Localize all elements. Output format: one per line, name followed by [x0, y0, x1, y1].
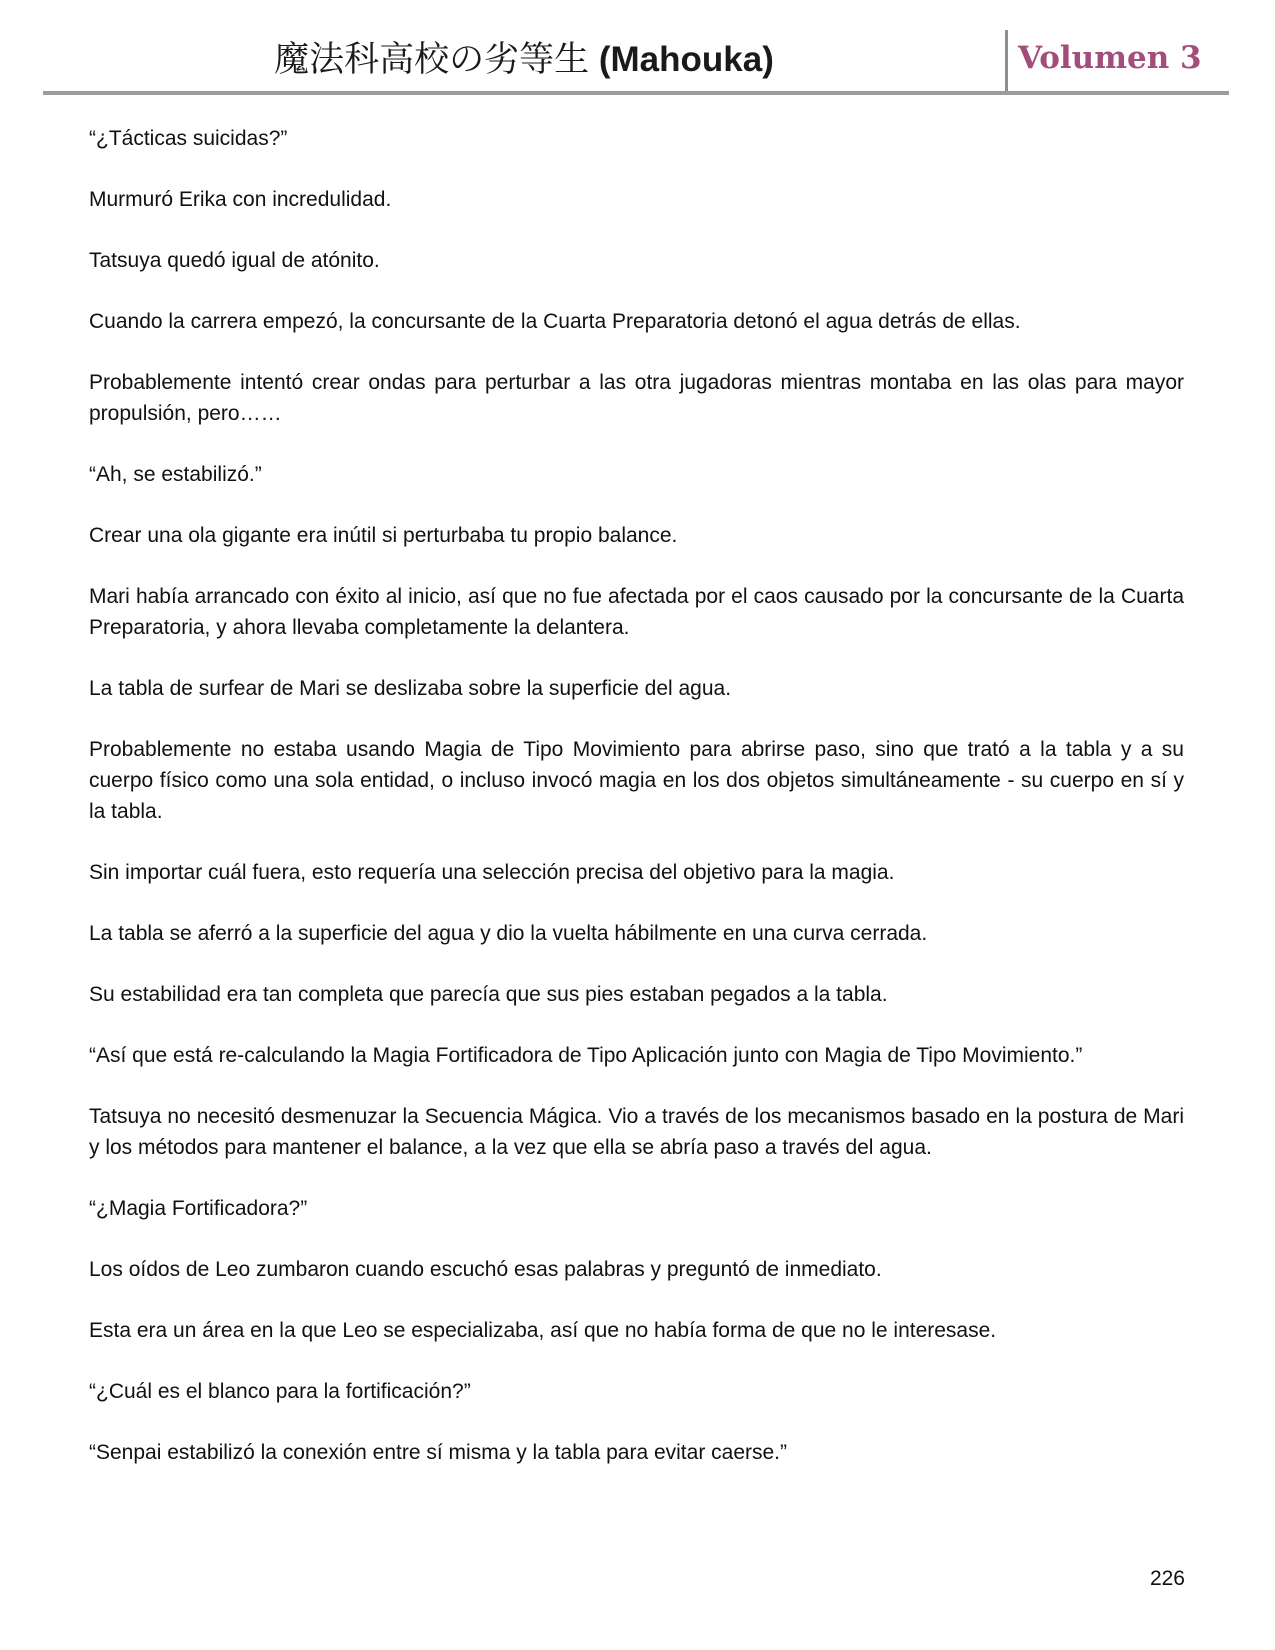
paragraph: Probablemente no estaba usando Magia de Tipo Movimiento para abrirse paso, sino que trató a la tabla y a su cuerpo físico como una sola entidad, o incluso invocó magia en los dos objetos simultáneamente - su cuerpo en sí y la tabla.: [89, 738, 1184, 823]
page-body: [89, 123, 1184, 1498]
paragraph: Mari había arrancado con éxito al inicio, así que no fue afectada por el caos causado por la concursante de la Cuarta Preparatoria, y ahora llevaba completamente la delantera.: [89, 585, 1184, 639]
header-divider: [1005, 30, 1008, 94]
book-title: [43, 36, 1005, 84]
page-number: 226: [1149, 1567, 1185, 1590]
paragraph: Tatsuya quedó igual de atónito.: [89, 249, 380, 272]
paragraph: “Senpai estabilizó la conexión entre sí misma y la tabla para evitar caerse.”: [89, 1441, 788, 1464]
paragraph: La tabla de surfear de Mari se deslizaba sobre la superficie del agua.: [89, 677, 732, 700]
header-rule: [43, 91, 1229, 95]
paragraph: Su estabilidad era tan completa que parecía que sus pies estaban pegados a la tabla.: [89, 983, 888, 1006]
paragraph: Murmuró Erika con incredulidad.: [89, 188, 392, 211]
paragraph: Probablemente intentó crear ondas para perturbar a las otra jugadoras mientras montaba en las olas para mayor propulsión, pero……: [89, 371, 1184, 425]
paragraph: La tabla se aferró a la superficie del agua y dio la vuelta hábilmente en una curva cerrada.: [89, 922, 928, 945]
paragraph: “Ah, se estabilizó.”: [89, 463, 262, 486]
paragraph: “¿Tácticas suicidas?”: [89, 127, 288, 150]
paragraph: “¿Cuál es el blanco para la fortificación?”: [89, 1380, 471, 1403]
paragraph: “¿Magia Fortificadora?”: [89, 1197, 308, 1220]
page-header: [43, 28, 1229, 94]
paragraph: Sin importar cuál fuera, esto requería una selección precisa del objetivo para la magia.: [89, 861, 895, 884]
book-title-japanese: 魔法科高校の劣等生: [274, 40, 590, 79]
volume-label: Volumen 3: [1018, 40, 1202, 76]
book-title-latin: (Mahouka): [598, 40, 774, 79]
paragraph: Crear una ola gigante era inútil si perturbaba tu propio balance.: [89, 524, 678, 547]
paragraph: Los oídos de Leo zumbaron cuando escuchó esas palabras y preguntó de inmediato.: [89, 1258, 882, 1281]
paragraph: Esta era un área en la que Leo se especializaba, así que no había forma de que no le interesase.: [89, 1319, 997, 1342]
paragraph: Cuando la carrera empezó, la concursante de la Cuarta Preparatoria detonó el agua detrás de ellas.: [89, 310, 1021, 333]
paragraph: Tatsuya no necesitó desmenuzar la Secuencia Mágica. Vio a través de los mecanismos basado en la postura de Mari y los métodos para mantener el balance, a la vez que ella se abría paso a través del agua.: [89, 1105, 1184, 1159]
paragraph: “Así que está re-calculando la Magia Fortificadora de Tipo Aplicación junto con Magia de Tipo Movimiento.”: [89, 1044, 1083, 1067]
